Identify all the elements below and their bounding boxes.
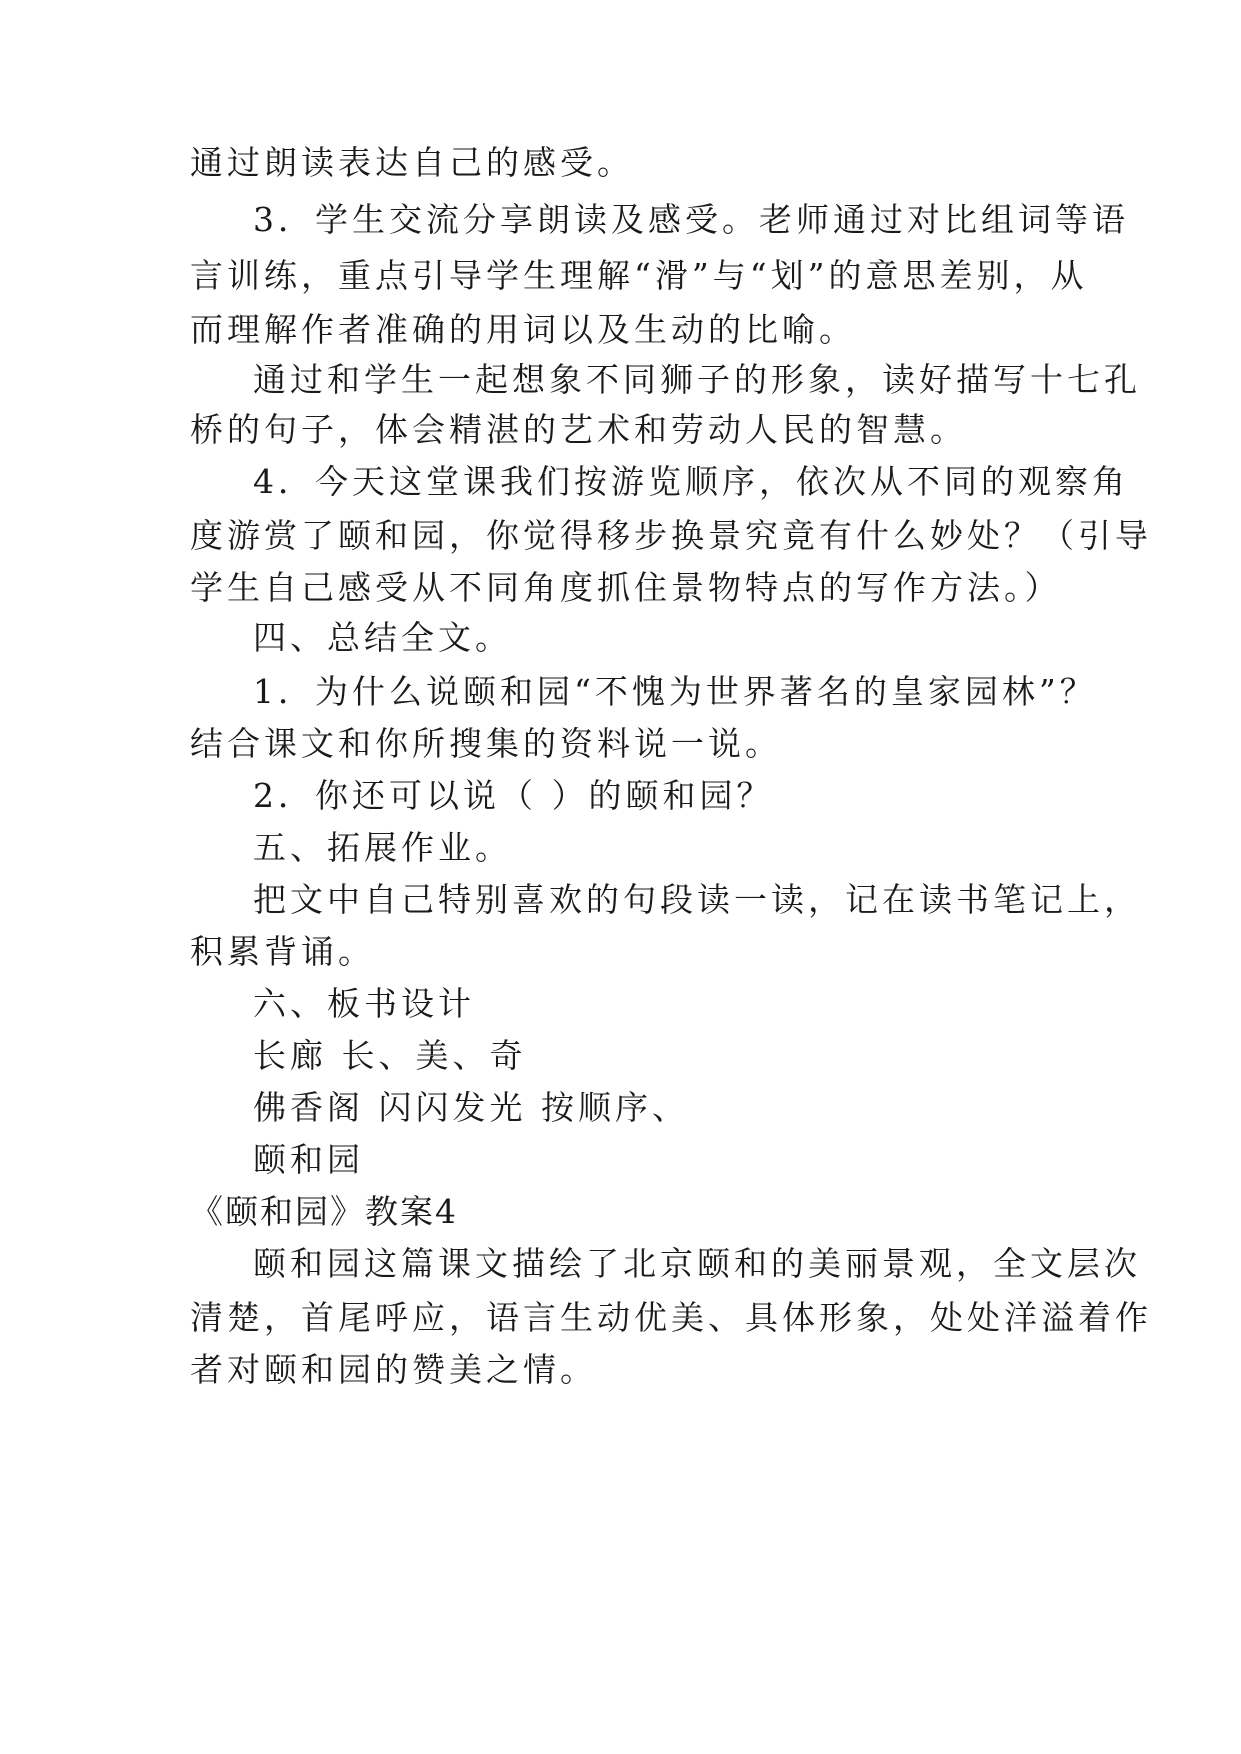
paragraph-line: 而理解作者准确的用词以及生动的比喻。 — [190, 310, 856, 349]
board-design-line: 长廊 长、美、奇 — [253, 1036, 527, 1075]
lesson-plan-title: 《颐和园》教案4 — [190, 1192, 458, 1231]
board-design-line: 佛香阁 闪闪发光 按顺序、 — [253, 1088, 689, 1127]
paragraph-line: 通过和学生一起想象不同狮子的形象，读好描写十七孔 — [253, 360, 1141, 399]
paragraph-line: 积累背诵。 — [190, 932, 375, 971]
paragraph-line: 度游赏了颐和园，你觉得移步换景究竟有什么妙处？（引导 — [190, 516, 1152, 555]
paragraph-line: 者对颐和园的赞美之情。 — [190, 1350, 597, 1389]
paragraph-line: 颐和园这篇课文描绘了北京颐和的美丽景观，全文层次 — [253, 1244, 1141, 1283]
paragraph-line: 4．今天这堂课我们按游览顺序，依次从不同的观察角 — [253, 462, 1129, 501]
paragraph-line: 1．为什么说颐和园“不愧为世界著名的皇家园林”？ — [253, 672, 1097, 711]
paragraph-line: 结合课文和你所搜集的资料说一说。 — [190, 724, 782, 763]
paragraph-line: 2．你还可以说（ ）的颐和园？ — [253, 776, 774, 815]
paragraph-line: 学生自己感受从不同角度抓住景物特点的写作方法。） — [190, 568, 1062, 607]
paragraph-line: 清楚，首尾呼应，语言生动优美、具体形象，处处洋溢着作 — [190, 1298, 1152, 1337]
paragraph-line: 桥的句子，体会精湛的艺术和劳动人民的智慧。 — [190, 410, 967, 449]
section-heading: 四、总结全文。 — [253, 618, 512, 657]
paragraph-line: 言训练，重点引导学生理解“滑”与“划”的意思差别，从 — [190, 256, 1088, 295]
board-design-line: 颐和园 — [253, 1140, 364, 1179]
paragraph-line: 通过朗读表达自己的感受。 — [190, 143, 634, 182]
paragraph-line: 3．学生交流分享朗读及感受。老师通过对比组词等语 — [253, 200, 1129, 239]
section-heading: 六、板书设计 — [253, 984, 475, 1023]
paragraph-line: 把文中自己特别喜欢的句段读一读，记在读书笔记上， — [253, 880, 1141, 919]
section-heading: 五、拓展作业。 — [253, 828, 512, 867]
